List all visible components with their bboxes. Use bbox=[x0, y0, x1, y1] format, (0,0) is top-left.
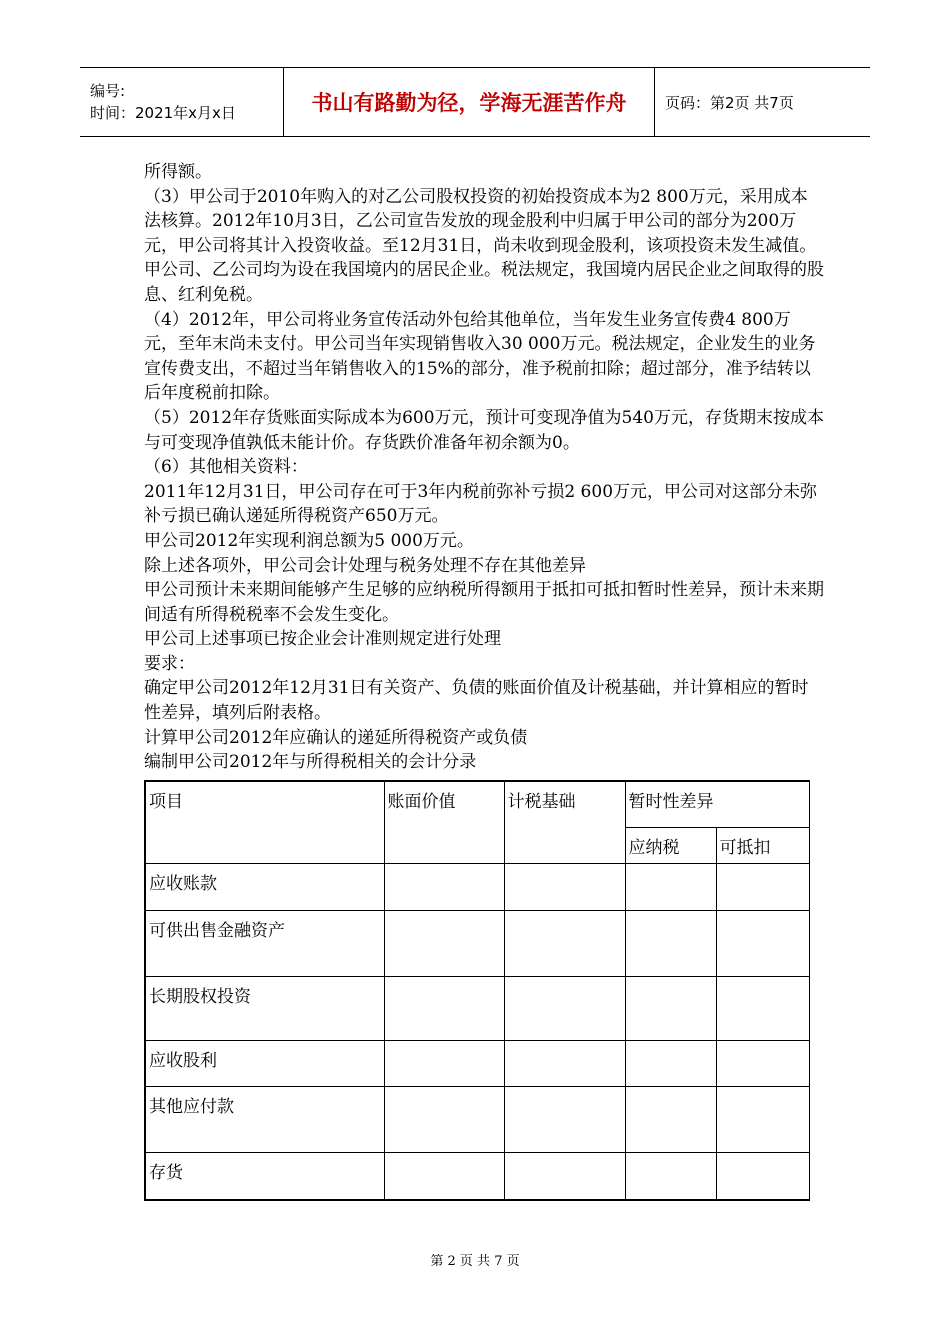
page-footer: 第 2 页 共 7 页 bbox=[430, 1254, 520, 1269]
paragraph: 所得额。 bbox=[144, 162, 212, 182]
header-tax-base: 计税基础 bbox=[504, 781, 625, 863]
paragraph: 甲公司2012年实现利润总额为5 000万元。 bbox=[144, 530, 474, 551]
cell bbox=[716, 1086, 809, 1152]
table-row bbox=[145, 910, 809, 976]
cell bbox=[625, 1040, 716, 1086]
document-time-label: 时间：2021年x月x日 bbox=[90, 104, 236, 122]
paragraph: 编制甲公司2012年与所得税相关的会计分录 bbox=[144, 752, 477, 773]
table-row bbox=[145, 1086, 809, 1152]
header-book-value: 账面价值 bbox=[384, 781, 504, 863]
row-label: 存货 bbox=[145, 1152, 384, 1200]
paragraph: 甲公司上述事项已按企业会计准则规定进行处理 bbox=[144, 629, 501, 650]
cell bbox=[384, 1152, 504, 1200]
cell bbox=[716, 863, 809, 910]
cell bbox=[625, 863, 716, 910]
cell bbox=[384, 1040, 504, 1086]
header-page-cell bbox=[655, 68, 870, 136]
document-number-label: 编号: bbox=[90, 82, 126, 100]
header-item: 项目 bbox=[145, 781, 384, 863]
cell bbox=[504, 1040, 625, 1086]
cell bbox=[384, 910, 504, 976]
cell bbox=[716, 976, 809, 1040]
row-label: 可供出售金融资产 bbox=[145, 910, 384, 976]
header-deductible: 可抵扣 bbox=[716, 827, 809, 863]
row-label: 长期股权投资 bbox=[145, 976, 384, 1040]
page-header bbox=[80, 67, 870, 137]
temporary-difference-table bbox=[144, 780, 810, 1201]
paragraph: 甲公司预计未来期间能够产生足够的应纳税所得额用于抵扣可抵扣暂时性差异，预计未来期间适有所得税税率不会发生变化。 bbox=[144, 580, 824, 625]
row-label: 应收账款 bbox=[145, 863, 384, 910]
table-row bbox=[145, 1040, 809, 1086]
cell bbox=[625, 1152, 716, 1200]
cell bbox=[625, 910, 716, 976]
header-meta bbox=[80, 68, 283, 136]
cell bbox=[716, 1152, 809, 1200]
table-row bbox=[145, 863, 809, 910]
paragraph: 2011年12月31日，甲公司存在可于3年内税前弥补亏损2 600万元，甲公司对这部分未弥补亏损已确认递延所得税资产650万元。 bbox=[144, 481, 818, 527]
cell bbox=[504, 1152, 625, 1200]
header-page-number: 页码：第2页 共7页 bbox=[665, 93, 794, 112]
row-label: 应收股利 bbox=[145, 1040, 384, 1086]
paragraph: 确定甲公司2012年12月31日有关资产、负债的账面价值及计税基础，并计算相应的暂时性差异，填列后附表格。 bbox=[144, 678, 809, 724]
header-motto: 书山有路勤为径，学海无涯苦作舟 bbox=[311, 91, 627, 115]
cell bbox=[625, 1086, 716, 1152]
cell bbox=[716, 1040, 809, 1086]
table-row bbox=[145, 976, 809, 1040]
paragraph: 计算甲公司2012年应确认的递延所得税资产或负债 bbox=[144, 727, 528, 748]
table-header-row bbox=[145, 781, 809, 827]
cell bbox=[625, 976, 716, 1040]
paragraph: 要求： bbox=[144, 653, 195, 674]
cell bbox=[716, 910, 809, 976]
cell bbox=[504, 976, 625, 1040]
paragraph: 除上述各项外，甲公司会计处理与税务处理不存在其他差异 bbox=[144, 555, 586, 576]
paragraph: （5）2012年存货账面实际成本为600万元，预计可变现净值为540万元，存货期末按成本与可变现净值孰低未能计价。存货跌价准备年初余额为0。 bbox=[144, 407, 824, 453]
cell bbox=[384, 976, 504, 1040]
header-taxable: 应纳税 bbox=[625, 827, 716, 863]
table-row bbox=[145, 1152, 809, 1200]
header-temporary-difference: 暂时性差异 bbox=[625, 781, 809, 827]
paragraph: （3）甲公司于2010年购入的对乙公司股权投资的初始投资成本为2 800万元，采用成本法核算。2012年10月3日，乙公司宣告发放的现金股利中归属于甲公司的部分为200万元，甲公司将其计入投资收益。至12月31日，尚未收到现金股利，该项投资未发生减值。甲公司、乙公司均为设在我国境内的居民企业。税法规定，我国境内居民企业之间取得的股息、红利免税。 bbox=[144, 186, 824, 305]
document-body bbox=[144, 160, 824, 775]
cell bbox=[384, 863, 504, 910]
header-motto-cell bbox=[283, 68, 655, 136]
cell bbox=[504, 1086, 625, 1152]
paragraph: （4）2012年，甲公司将业务宣传活动外包给其他单位，当年发生业务宣传费4 800万元，至年末尚未支付。甲公司当年实现销售收入30 000万元。税法规定，企业发生的业务宣传费支出，不超过当年销售收入的15%的部分，准予税前扣除；超过部分，准予结转以后年度税前扣除。 bbox=[144, 309, 816, 404]
cell bbox=[504, 910, 625, 976]
cell bbox=[384, 1086, 504, 1152]
paragraph: （6）其他相关资料： bbox=[144, 457, 308, 478]
row-label: 其他应付款 bbox=[145, 1086, 384, 1152]
cell bbox=[504, 863, 625, 910]
